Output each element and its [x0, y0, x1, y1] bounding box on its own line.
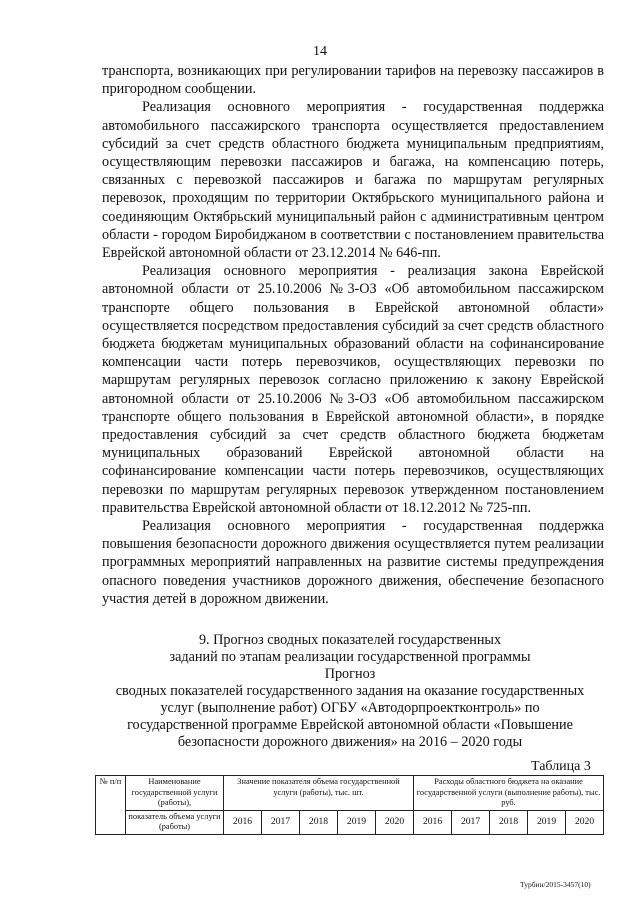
- heading-line: безопасности дорожного движения» на 2016 – 2020 годы: [177, 734, 523, 750]
- year-cell: 2017: [262, 810, 300, 834]
- header-name: Наименование государственной услуги (работы),: [126, 776, 224, 811]
- heading-line: заданий по этапам реализации государственной программы: [169, 649, 531, 665]
- heading-line: услуг (выполнение работ) ОГБУ «Автодорпроектконтроль» по: [160, 700, 540, 716]
- heading-line: Прогноз: [324, 666, 376, 682]
- header-number: № п/п: [96, 776, 126, 835]
- table-year-row: [96, 810, 604, 834]
- heading-line: сводных показателей государственного задания на оказание государственных: [115, 683, 585, 699]
- footer-code: Турбин/2015-3457(10): [520, 880, 591, 889]
- year-cell: 2018: [490, 810, 528, 834]
- year-cell: 2016: [224, 810, 262, 834]
- section-heading: [90, 632, 610, 751]
- paragraph: Реализация основного мероприятия - государственная поддержка повышения безопасности дорожного движения осуществляется путем реализации программных мероприятий направленных на развитие системы предупреждения опасного поведения участников дорожного движения, обеспечение безопасного участия детей в дорожном движении.: [102, 518, 604, 607]
- year-cell: 2019: [338, 810, 376, 834]
- heading-line: государственной программе Еврейской автономной области «Повышение: [127, 717, 573, 733]
- table-caption: Таблица 3: [531, 759, 591, 774]
- paragraph: транспорта, возникающих при регулировании тарифов на перевозку пассажиров в пригородном сообщении.: [102, 63, 604, 98]
- header-volume-group: Значение показателя объема государственной услуги (работы), тыс. шт.: [224, 776, 414, 811]
- paragraph: Реализация основного мероприятия - реализация закона Еврейской автономной области от 25.10.2006 №3-ОЗ «Об автомобильном пассажирском транспорте общего пользования в Еврейской автономной области» осуществляется посредством предоставления субсидий за счет средств областного бюджета бюджетам муниципальных образований области на софинансирование компенсации части потерь перевозчиков, осуществляющих перевозки по маршрутам регулярных перевозок согласно приложению к закону Еврейской автономной области от 25.10.2006 №3-ОЗ «Об автомобильном пассажирском транспорте общего пользования в Еврейской автономной области», в порядке предоставления субсидий за счет средств областного бюджета бюджетам муниципальных образований Еврейской автономной области на софинансирование компенсации части потерь перевозчиков, осуществляющих перевозки по маршрутам регулярных перевозок утвержденном постановлением правительства Еврейской автономной области от 18.12.2012 № 725-пп.: [102, 263, 604, 516]
- page-number: 14: [313, 44, 327, 59]
- body-text: [102, 62, 604, 608]
- year-cell: 2018: [300, 810, 338, 834]
- header-expenses-group: Расходы областного бюджета на оказание государственной услуги (выполнение работы), тыс. руб.: [414, 776, 604, 811]
- heading-line: 9. Прогноз сводных показателей государственных: [198, 632, 502, 648]
- year-cell: 2020: [566, 810, 604, 834]
- paragraph: Реализация основного мероприятия - государственная поддержка автомобильного пассажирского транспорта осуществляется предоставлением субсидий за счет средств областного бюджета муниципальным предприятиям, осуществляющим перевозки пассажиров и багажа, на компенсацию потерь, связанных с перевозкой пассажиров и багажа по маршрутам регулярных перевозок, проходящим по территории Октябрьского муниципального района и соединяющим Октябрьский муниципальный район с административным центром области - городом Биробиджаном в соответствии с постановлением правительства Еврейской автономной области от 23.12.2014 № 646-пп.: [102, 99, 604, 262]
- year-cell: 2019: [528, 810, 566, 834]
- forecast-table: [95, 775, 604, 835]
- year-cell: 2017: [452, 810, 490, 834]
- year-cell: 2016: [414, 810, 452, 834]
- year-cell: 2020: [376, 810, 414, 834]
- table-header-row: [96, 776, 604, 811]
- header-name-indicator: показатель объема услуги (работы): [126, 810, 224, 834]
